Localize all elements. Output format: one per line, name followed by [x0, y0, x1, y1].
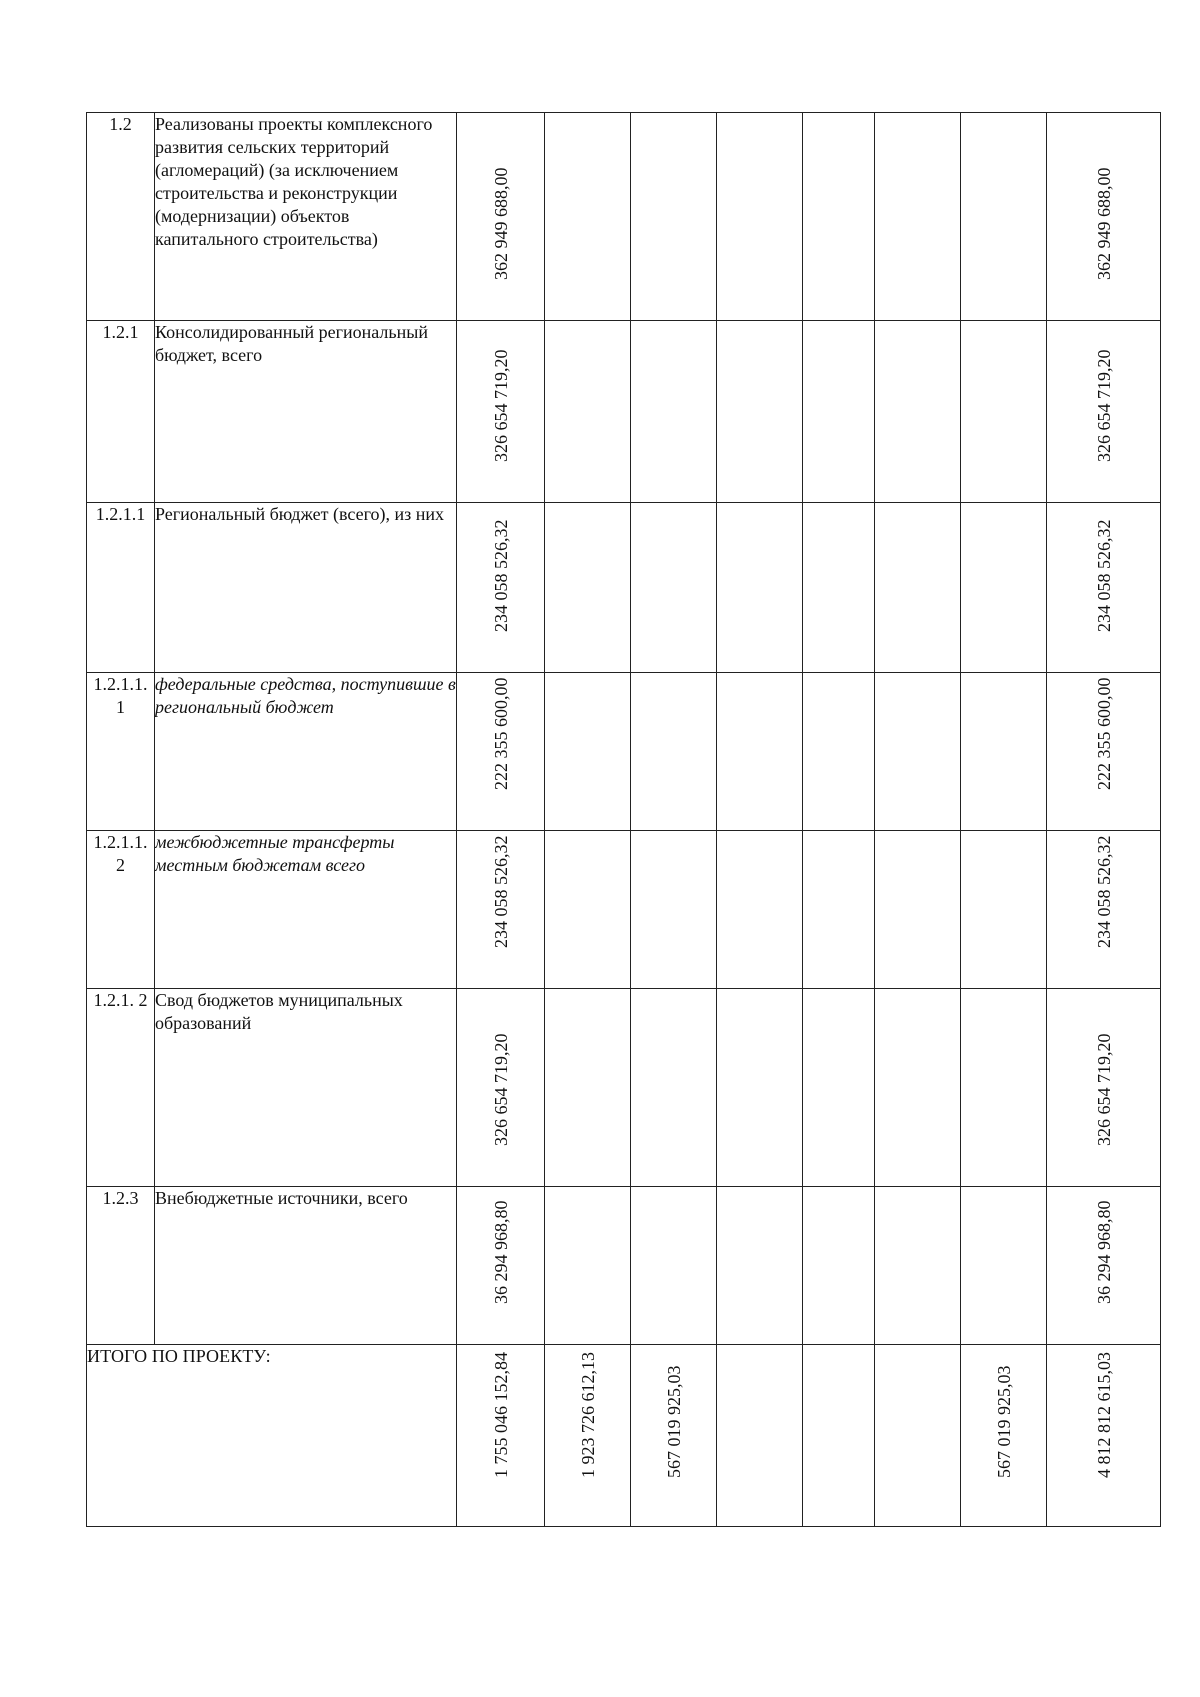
amount-cell-col-6	[875, 1345, 961, 1527]
amount-cell-col-7	[961, 113, 1047, 321]
amount-value: 1 755 046 152,84	[490, 1352, 511, 1478]
budget-table	[86, 112, 1161, 1527]
amount-cell-col-1	[457, 989, 545, 1187]
table-row	[87, 503, 1161, 673]
amount-cell-col-5	[803, 503, 875, 673]
amount-cell-col-1	[457, 1187, 545, 1345]
amount-cell-col-2	[545, 1345, 631, 1527]
amount-value: 234 058 526,32	[490, 519, 511, 632]
amount-value: 234 058 526,32	[490, 835, 511, 948]
amount-value: 234 058 526,32	[1093, 519, 1114, 632]
amount-value: 222 355 600,00	[1093, 677, 1114, 790]
amount-cell-col-5	[803, 1187, 875, 1345]
amount-cell-col-7	[961, 673, 1047, 831]
amount-cell-col-8	[1047, 673, 1161, 831]
row-name: Свод бюджетов муниципальных образований	[155, 989, 457, 1187]
amount-cell-col-5	[803, 1345, 875, 1527]
amount-cell-col-1	[457, 321, 545, 503]
table-row	[87, 321, 1161, 503]
row-name: Консолидированный региональный бюджет, всего	[155, 321, 457, 503]
amount-cell-col-5	[803, 989, 875, 1187]
amount-cell-col-8	[1047, 831, 1161, 989]
amount-value: 234 058 526,32	[1093, 835, 1114, 948]
amount-cell-col-3	[631, 831, 717, 989]
row-number: 1.2.1. 2	[87, 989, 155, 1187]
amount-cell-col-6	[875, 321, 961, 503]
amount-cell-col-2	[545, 1187, 631, 1345]
amount-value: 326 654 719,20	[490, 349, 511, 462]
amount-cell-col-6	[875, 113, 961, 321]
amount-value: 362 949 688,00	[490, 167, 511, 280]
amount-value: 326 654 719,20	[490, 1033, 511, 1146]
table-row	[87, 673, 1161, 831]
amount-cell-col-5	[803, 321, 875, 503]
amount-cell-col-8	[1047, 1345, 1161, 1527]
amount-value: 36 294 968,80	[490, 1200, 511, 1304]
amount-cell-col-2	[545, 831, 631, 989]
row-number: 1.2.1	[87, 321, 155, 503]
amount-cell-col-7	[961, 1187, 1047, 1345]
amount-cell-col-1	[457, 503, 545, 673]
amount-cell-col-3	[631, 989, 717, 1187]
amount-cell-col-6	[875, 503, 961, 673]
amount-cell-col-8	[1047, 1187, 1161, 1345]
total-row	[87, 1345, 1161, 1527]
amount-cell-col-6	[875, 989, 961, 1187]
amount-cell-col-7	[961, 831, 1047, 989]
amount-cell-col-4	[717, 673, 803, 831]
table-row	[87, 989, 1161, 1187]
amount-cell-col-3	[631, 503, 717, 673]
amount-value: 4 812 812 615,03	[1093, 1352, 1114, 1478]
amount-cell-col-3	[631, 113, 717, 321]
amount-cell-col-4	[717, 989, 803, 1187]
amount-cell-col-8	[1047, 989, 1161, 1187]
row-name: Внебюджетные источники, всего	[155, 1187, 457, 1345]
amount-cell-col-4	[717, 113, 803, 321]
total-label: ИТОГО ПО ПРОЕКТУ:	[87, 1345, 457, 1527]
amount-cell-col-2	[545, 113, 631, 321]
amount-value: 326 654 719,20	[1093, 1033, 1114, 1146]
amount-cell-col-8	[1047, 503, 1161, 673]
row-name: федеральные средства, поступившие в региональный бюджет	[155, 673, 457, 831]
row-number: 1.2.1.1	[87, 503, 155, 673]
amount-value: 567 019 925,03	[993, 1365, 1014, 1478]
amount-cell-col-3	[631, 673, 717, 831]
amount-cell-col-3	[631, 1345, 717, 1527]
amount-cell-col-4	[717, 503, 803, 673]
amount-cell-col-1	[457, 1345, 545, 1527]
amount-cell-col-2	[545, 673, 631, 831]
amount-cell-col-4	[717, 1345, 803, 1527]
row-number: 1.2.1.1. 1	[87, 673, 155, 831]
amount-cell-col-3	[631, 1187, 717, 1345]
amount-cell-col-1	[457, 673, 545, 831]
amount-cell-col-4	[717, 1187, 803, 1345]
amount-cell-col-7	[961, 989, 1047, 1187]
amount-cell-col-3	[631, 321, 717, 503]
table-body	[87, 113, 1161, 1527]
row-name: межбюджетные трансферты местным бюджетам всего	[155, 831, 457, 989]
amount-cell-col-1	[457, 113, 545, 321]
row-number: 1.2.3	[87, 1187, 155, 1345]
table-row	[87, 831, 1161, 989]
row-number: 1.2	[87, 113, 155, 321]
table-row	[87, 1187, 1161, 1345]
amount-value: 362 949 688,00	[1093, 167, 1114, 280]
amount-cell-col-7	[961, 503, 1047, 673]
amount-cell-col-1	[457, 831, 545, 989]
row-number: 1.2.1.1. 2	[87, 831, 155, 989]
amount-value: 1 923 726 612,13	[577, 1352, 598, 1478]
amount-cell-col-2	[545, 503, 631, 673]
amount-cell-col-4	[717, 831, 803, 989]
amount-cell-col-6	[875, 1187, 961, 1345]
amount-cell-col-5	[803, 673, 875, 831]
amount-cell-col-2	[545, 321, 631, 503]
amount-value: 567 019 925,03	[663, 1365, 684, 1478]
table-row	[87, 113, 1161, 321]
amount-value: 222 355 600,00	[490, 677, 511, 790]
amount-cell-col-8	[1047, 321, 1161, 503]
amount-cell-col-6	[875, 673, 961, 831]
amount-cell-col-4	[717, 321, 803, 503]
amount-cell-col-8	[1047, 113, 1161, 321]
amount-cell-col-5	[803, 113, 875, 321]
amount-cell-col-5	[803, 831, 875, 989]
row-name: Реализованы проекты комплексного развития сельских территорий (агломераций) (за исключением строительства и реконструкции (модернизации) объектов капитального строительства)	[155, 113, 457, 321]
amount-cell-col-6	[875, 831, 961, 989]
amount-cell-col-7	[961, 321, 1047, 503]
amount-cell-col-2	[545, 989, 631, 1187]
amount-value: 326 654 719,20	[1093, 349, 1114, 462]
amount-value: 36 294 968,80	[1093, 1200, 1114, 1304]
row-name: Региональный бюджет (всего), из них	[155, 503, 457, 673]
amount-cell-col-7	[961, 1345, 1047, 1527]
